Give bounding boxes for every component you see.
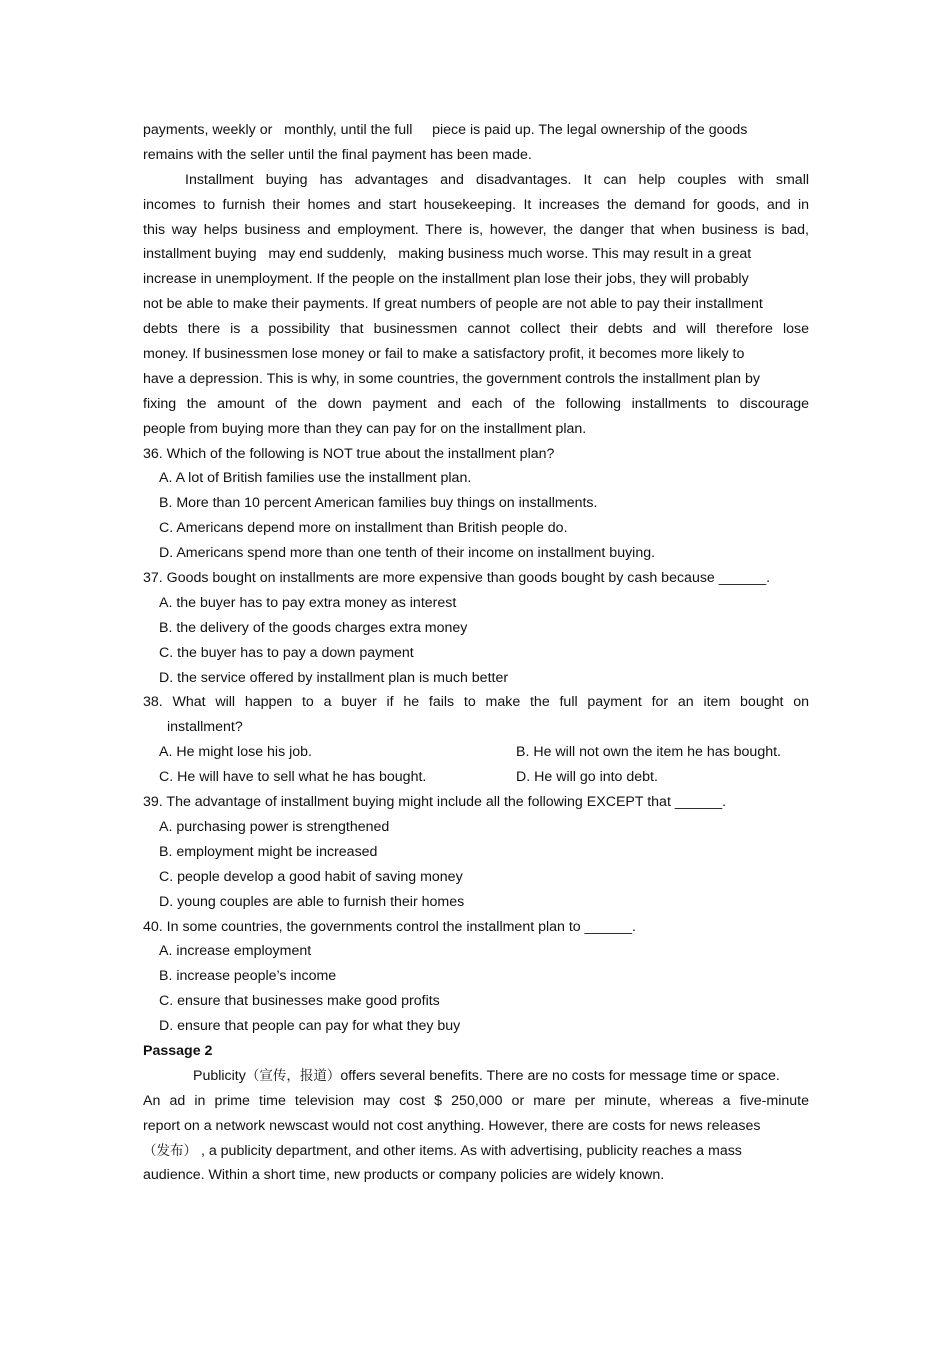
passage2-line: report on a network newscast would not cost anything. However, there are costs for news releases bbox=[143, 1117, 761, 1134]
question-36-option-d: D. Americans spend more than one tenth of their income on installment buying. bbox=[159, 545, 656, 562]
question-38-option-a: A. He might lose his job. bbox=[159, 744, 312, 761]
passage2-line1-end: offers several benefits. There are no costs for message time or space. bbox=[340, 1067, 780, 1084]
question-40-stem: 40. In some countries, the governments control the installment plan to ______. bbox=[143, 918, 636, 935]
passage1-para2-line: installment buying may end suddenly, making business much worse. This may result in a great bbox=[143, 246, 752, 263]
question-38-options-row bbox=[143, 740, 809, 765]
question-39-option-b: B. employment might be increased bbox=[159, 843, 378, 860]
passage2-line4-text: , a publicity department, and other items. As with advertising, publicity reaches a mass bbox=[197, 1142, 742, 1159]
question-36-option-c: C. Americans depend more on installment than British people do. bbox=[159, 520, 568, 537]
passage1-para2-line: not be able to make their payments. If great numbers of people are not able to pay their installment bbox=[143, 296, 763, 313]
passage2-line4-gloss: （发布） bbox=[143, 1142, 197, 1159]
passage1-para2-line: increase in unemployment. If the people on the installment plan lose their jobs, they will probably bbox=[143, 271, 749, 288]
question-37-option-c: C. the buyer has to pay a down payment bbox=[159, 644, 414, 661]
question-39-stem: 39. The advantage of installment buying might include all the following EXCEPT that ______. bbox=[143, 794, 727, 811]
passage1-para2-line: Installment buying has advantages and disadvantages. It can help couples with small bbox=[185, 171, 809, 188]
question-37-option-d: D. the service offered by installment plan is much better bbox=[159, 669, 509, 686]
passage1-para2-line: incomes to furnish their homes and start housekeeping. It increases the demand for goods, and in bbox=[143, 196, 809, 213]
question-39-option-c: C. people develop a good habit of saving money bbox=[159, 868, 463, 885]
passage1-para2-line: people from buying more than they can pay for on the installment plan. bbox=[143, 420, 587, 437]
passage1-para2-line: debts there is a possibility that businessmen cannot collect their debts and will therefore lose bbox=[143, 321, 809, 338]
document-content bbox=[143, 118, 809, 1188]
passage2-line1-start: Publicity bbox=[193, 1067, 246, 1084]
passage2-line bbox=[143, 1064, 809, 1089]
question-39-option-d: D. young couples are able to furnish their homes bbox=[159, 893, 465, 910]
passage1-para2-line: have a depression. This is why, in some countries, the government controls the installment plan by bbox=[143, 370, 760, 387]
question-36-stem: 36. Which of the following is NOT true about the installment plan? bbox=[143, 445, 555, 462]
question-39-option-a: A. purchasing power is strengthened bbox=[159, 818, 390, 835]
question-38-option-d: D. He will go into debt. bbox=[516, 769, 658, 786]
passage2-heading: Passage 2 bbox=[143, 1042, 213, 1059]
question-40-option-a: A. increase employment bbox=[159, 943, 312, 960]
question-36-option-b: B. More than 10 percent American families buy things on installments. bbox=[159, 495, 598, 512]
question-38-options-row bbox=[143, 765, 809, 790]
passage2-line: audience. Within a short time, new products or company policies are widely known. bbox=[143, 1167, 665, 1184]
question-37-option-b: B. the delivery of the goods charges extra money bbox=[159, 619, 468, 636]
passage1-para2-line: money. If businessmen lose money or fail to make a satisfactory profit, it becomes more likely to bbox=[143, 346, 745, 363]
passage1-line: payments, weekly or monthly, until the full piece is paid up. The legal ownership of the goods bbox=[143, 122, 748, 138]
question-40-option-d: D. ensure that people can pay for what they buy bbox=[159, 1018, 461, 1035]
passage2-line: An ad in prime time television may cost $ 250,000 or mare per minute, whereas a five-minute bbox=[143, 1092, 809, 1109]
question-38-option-c: C. He will have to sell what he has bought. bbox=[159, 769, 427, 786]
question-38-option-b: B. He will not own the item he has bought. bbox=[516, 744, 781, 761]
passage1-para2-line: this way helps business and employment. There is, however, the danger that when business is bad, bbox=[143, 221, 809, 238]
question-38-stem-continued: installment? bbox=[167, 719, 243, 736]
question-38-stem: 38. What will happen to a buyer if he fails to make the full payment for an item bought on bbox=[143, 694, 809, 711]
question-36-option-a: A. A lot of British families use the installment plan. bbox=[159, 470, 472, 487]
passage1-line: remains with the seller until the final payment has been made. bbox=[143, 146, 532, 163]
question-37-option-a: A. the buyer has to pay extra money as interest bbox=[159, 594, 457, 611]
question-37-stem: 37. Goods bought on installments are more expensive than goods bought by cash because ______. bbox=[143, 570, 771, 587]
passage2-line1-gloss: （宣传，报道） bbox=[245, 1067, 341, 1084]
passage1-para2-line: fixing the amount of the down payment and each of the following installments to discourage bbox=[143, 395, 809, 412]
passage2-line bbox=[143, 1139, 809, 1164]
question-40-option-b: B. increase people’s income bbox=[159, 968, 337, 985]
question-40-option-c: C. ensure that businesses make good profits bbox=[159, 993, 440, 1010]
